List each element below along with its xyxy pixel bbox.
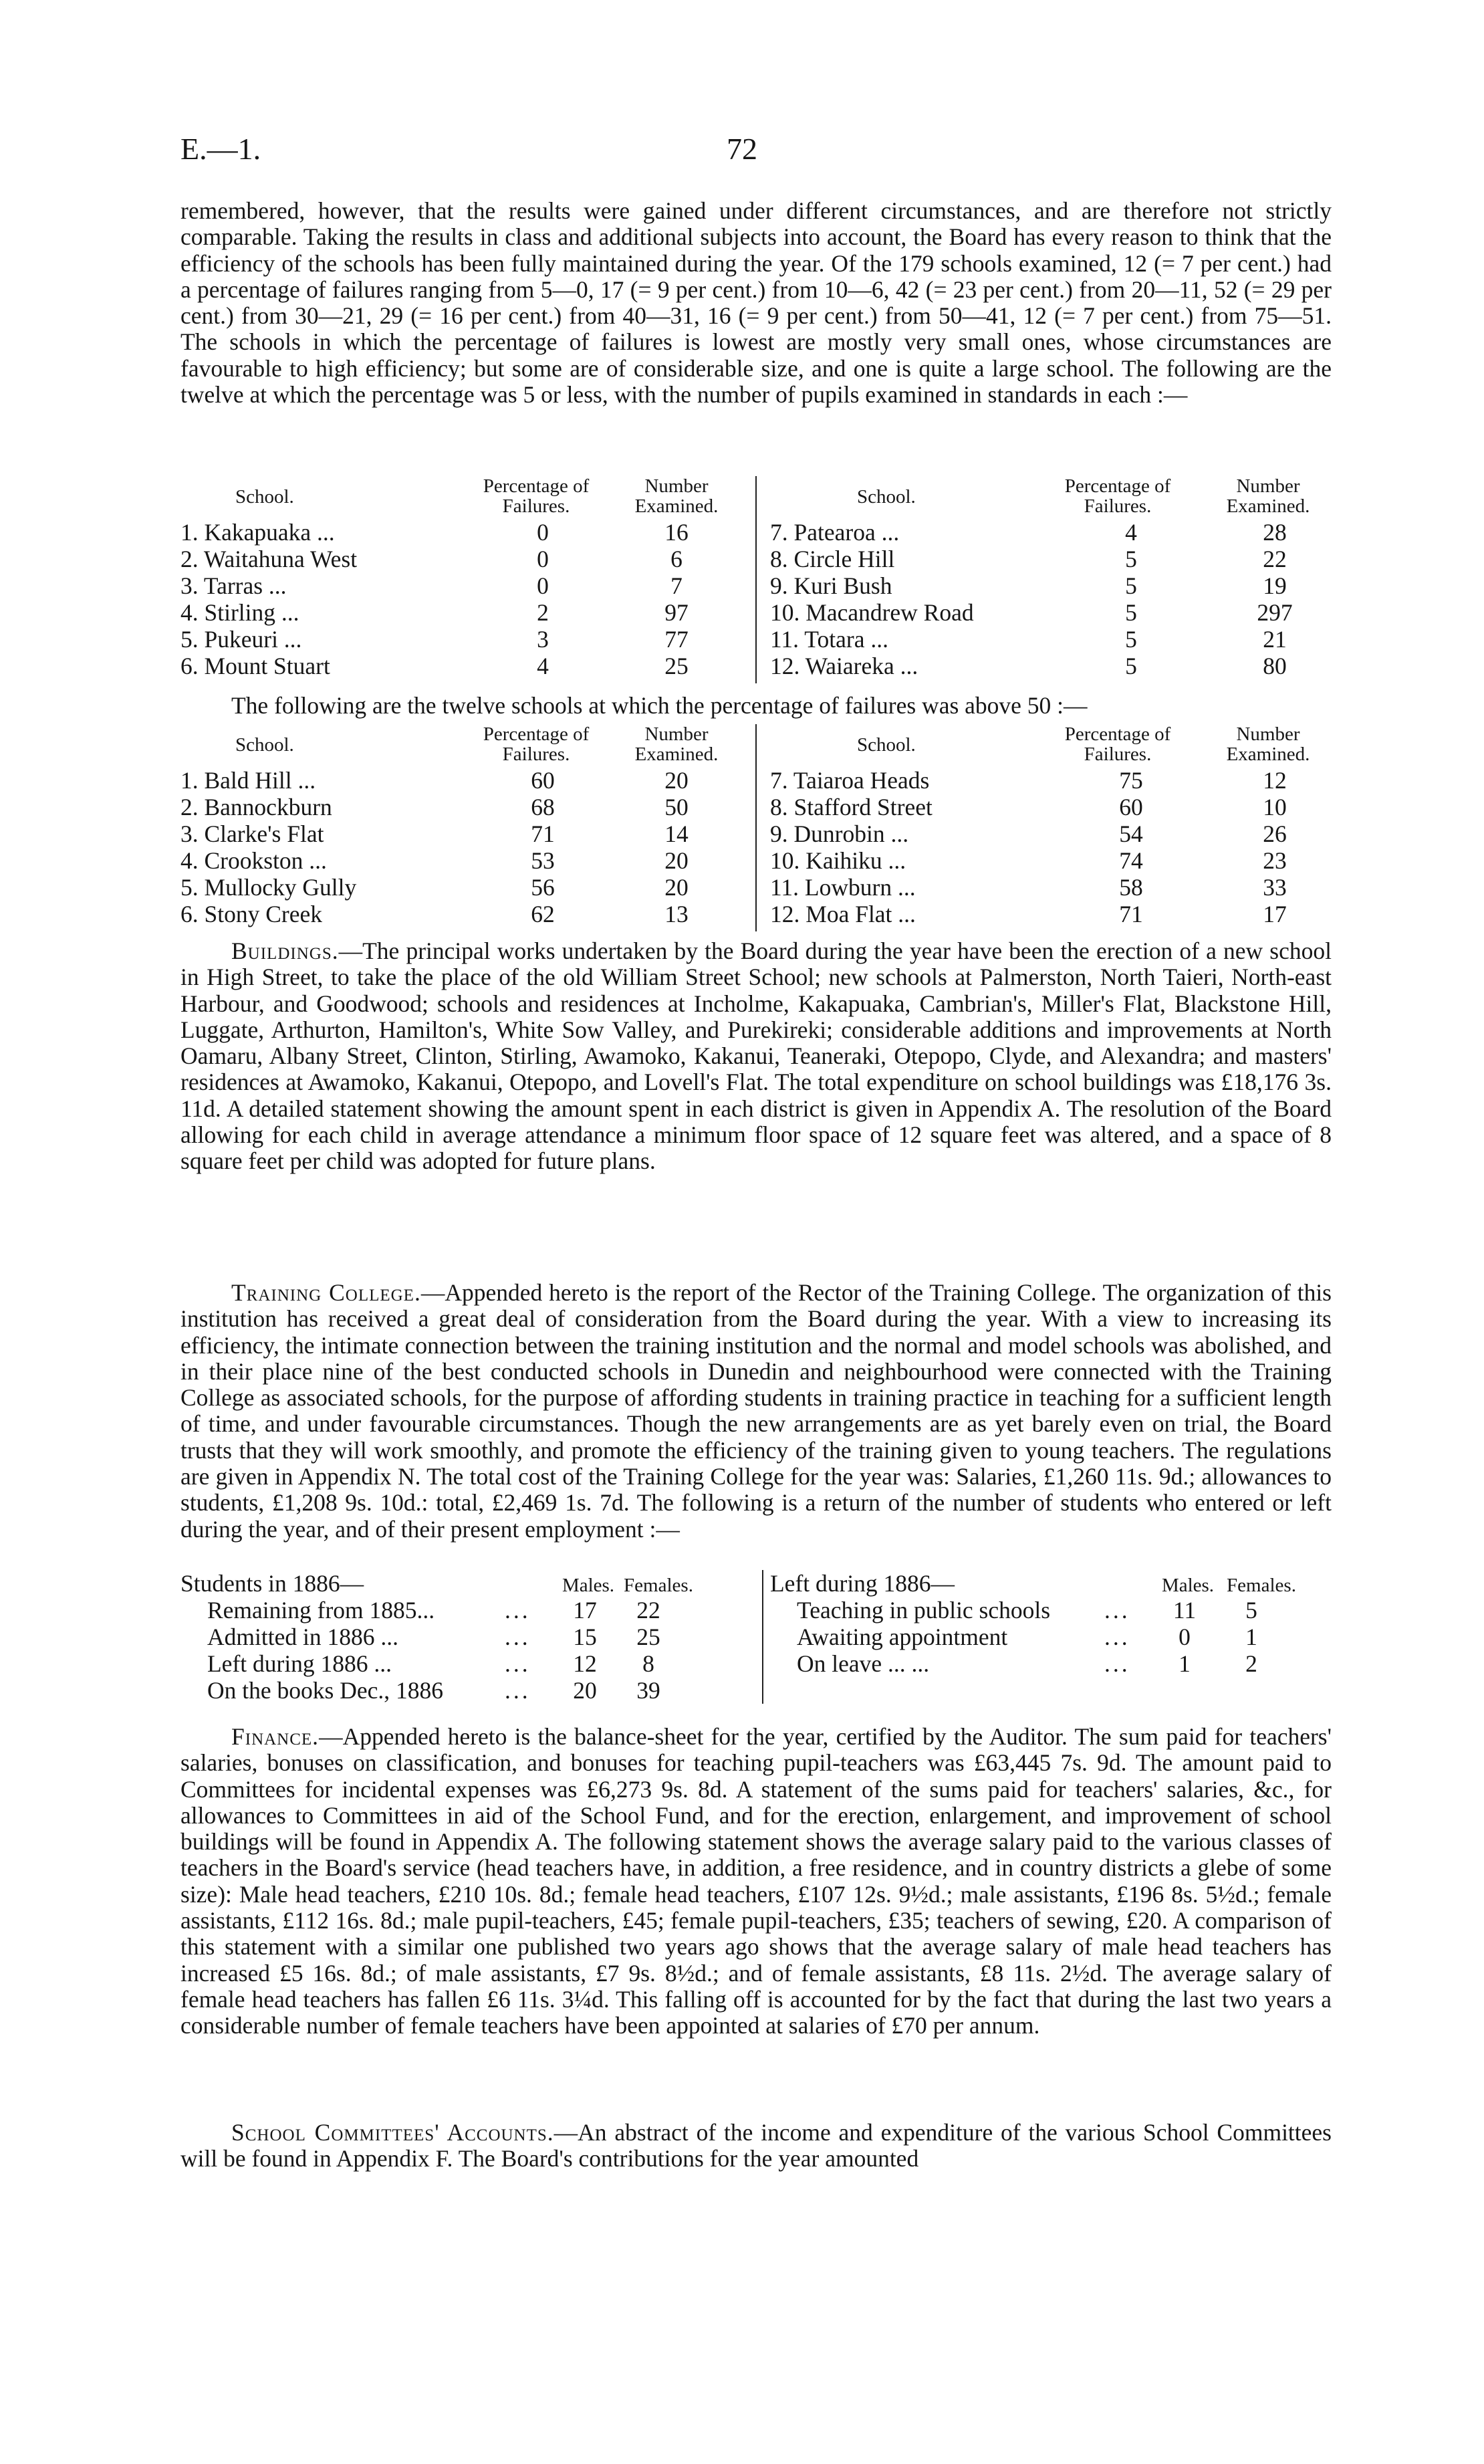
school-name: 6. Mount Stuart bbox=[180, 653, 330, 679]
table-row bbox=[757, 572, 1336, 599]
failure-percentage: 4 bbox=[537, 653, 549, 679]
number-examined: 16 bbox=[664, 519, 689, 546]
failure-percentage: 60 bbox=[1119, 794, 1143, 820]
females-header: Females. bbox=[624, 1575, 693, 1596]
number-examined: 25 bbox=[664, 653, 689, 679]
buildings-paragraph bbox=[180, 938, 1332, 1175]
table-row bbox=[175, 874, 754, 901]
number-examined: 10 bbox=[1263, 794, 1287, 820]
school-name: 1. Bald Hill ... bbox=[180, 767, 316, 794]
school-name: 9. Kuri Bush bbox=[770, 572, 892, 599]
students-row bbox=[180, 1623, 755, 1650]
students-row bbox=[763, 1597, 1338, 1623]
failure-percentage: 4 bbox=[1125, 519, 1137, 546]
number-examined: 7 bbox=[670, 572, 683, 599]
leader-dots: ... bbox=[505, 1677, 531, 1704]
students-row bbox=[180, 1597, 755, 1623]
table-row bbox=[175, 546, 754, 572]
percentage-header-line1: Percentage of bbox=[1064, 475, 1171, 497]
percentage-header-line1: Percentage of bbox=[483, 475, 590, 497]
females-count: 8 bbox=[642, 1650, 654, 1677]
students-row bbox=[763, 1623, 1338, 1650]
number-examined: 6 bbox=[670, 546, 683, 572]
school-name: 10. Macandrew Road bbox=[770, 599, 974, 626]
failure-percentage: 5 bbox=[1125, 653, 1137, 679]
students-row-label: Left during 1886 ... bbox=[207, 1650, 392, 1677]
males-header: Males. bbox=[1161, 1575, 1215, 1596]
school-name: 5. Pukeuri ... bbox=[180, 626, 302, 653]
table-row bbox=[757, 626, 1336, 653]
school-name: 5. Mullocky Gully bbox=[180, 874, 357, 901]
students-row bbox=[180, 1677, 755, 1704]
leader-dots: ... bbox=[505, 1623, 531, 1650]
number-examined: 77 bbox=[664, 626, 689, 653]
students-row-label: Remaining from 1885... bbox=[207, 1597, 435, 1623]
students-group-title: Left during 1886— bbox=[770, 1570, 955, 1597]
low-failures-table bbox=[175, 476, 1335, 683]
table-row bbox=[757, 874, 1336, 901]
school-column-header: School. bbox=[857, 486, 916, 508]
school-name: 11. Lowburn ... bbox=[770, 874, 916, 901]
failure-percentage: 74 bbox=[1119, 847, 1143, 874]
finance-paragraph bbox=[180, 1724, 1332, 2039]
leader-dots: ... bbox=[505, 1597, 531, 1623]
school-name: 11. Totara ... bbox=[770, 626, 888, 653]
table-row bbox=[757, 820, 1336, 847]
males-count: 0 bbox=[1179, 1623, 1191, 1650]
table-row bbox=[175, 653, 754, 679]
table-row bbox=[757, 599, 1336, 626]
school-name: 3. Tarras ... bbox=[180, 572, 287, 599]
table-right-half bbox=[755, 476, 1336, 683]
training-paragraph bbox=[180, 1280, 1332, 1543]
failure-percentage: 5 bbox=[1125, 599, 1137, 626]
buildings-heading: Buildings. bbox=[231, 937, 339, 964]
table-row bbox=[757, 794, 1336, 820]
number-examined: 50 bbox=[664, 794, 689, 820]
school-name: 12. Waiareka ... bbox=[770, 653, 918, 679]
table-row bbox=[175, 794, 754, 820]
males-count: 15 bbox=[573, 1623, 597, 1650]
failure-percentage: 53 bbox=[531, 847, 555, 874]
failure-percentage: 2 bbox=[537, 599, 549, 626]
table-row bbox=[175, 847, 754, 874]
school-name: 7. Patearoa ... bbox=[770, 519, 900, 546]
number-examined: 13 bbox=[664, 901, 689, 927]
number-examined: 33 bbox=[1263, 874, 1287, 901]
table-row bbox=[757, 847, 1336, 874]
number-examined: 20 bbox=[664, 847, 689, 874]
table-right-half bbox=[755, 724, 1336, 931]
table-row bbox=[175, 820, 754, 847]
percentage-header-line2: Failures. bbox=[1084, 495, 1152, 517]
high-failures-table bbox=[175, 724, 1335, 931]
number-header-line1: Number bbox=[1236, 723, 1300, 745]
school-column-header: School. bbox=[857, 734, 916, 756]
males-count: 17 bbox=[573, 1597, 597, 1623]
school-column-header: School. bbox=[235, 734, 294, 756]
school-name: 3. Clarke's Flat bbox=[180, 820, 324, 847]
students-table bbox=[180, 1570, 1340, 1704]
school-name: 10. Kaihiku ... bbox=[770, 847, 906, 874]
table-row bbox=[757, 767, 1336, 794]
failure-percentage: 60 bbox=[531, 767, 555, 794]
leader-dots: ... bbox=[1104, 1650, 1130, 1677]
females-count: 25 bbox=[636, 1623, 660, 1650]
percentage-header-line1: Percentage of bbox=[483, 723, 590, 745]
failure-percentage: 62 bbox=[531, 901, 555, 927]
failure-percentage: 0 bbox=[537, 572, 549, 599]
percentage-header-line2: Failures. bbox=[1084, 744, 1152, 765]
number-header-line2: Examined. bbox=[1226, 495, 1310, 517]
document-code: E.—1. bbox=[180, 132, 261, 166]
percentage-header-line1: Percentage of bbox=[1064, 723, 1171, 745]
failure-percentage: 0 bbox=[537, 519, 549, 546]
number-header-line1: Number bbox=[644, 475, 709, 497]
table-row bbox=[175, 519, 754, 546]
failure-percentage: 68 bbox=[531, 794, 555, 820]
table-row bbox=[757, 653, 1336, 679]
females-count: 5 bbox=[1245, 1597, 1257, 1623]
students-row bbox=[763, 1650, 1338, 1677]
school-name: 7. Taiaroa Heads bbox=[770, 767, 930, 794]
school-name: 12. Moa Flat ... bbox=[770, 901, 916, 927]
failure-percentage: 5 bbox=[1125, 546, 1137, 572]
number-examined: 17 bbox=[1263, 901, 1287, 927]
number-header-line2: Examined. bbox=[634, 744, 719, 765]
school-name: 4. Stirling ... bbox=[180, 599, 299, 626]
students-row bbox=[180, 1650, 755, 1677]
failure-percentage: 5 bbox=[1125, 572, 1137, 599]
number-examined: 26 bbox=[1263, 820, 1287, 847]
school-name: 2. Bannockburn bbox=[180, 794, 332, 820]
leader-dots: ... bbox=[1104, 1597, 1130, 1623]
table-row bbox=[757, 546, 1336, 572]
school-name: 8. Circle Hill bbox=[770, 546, 895, 572]
students-row-label: On leave ... ... bbox=[797, 1650, 930, 1677]
females-count: 2 bbox=[1245, 1650, 1257, 1677]
intro-paragraph: remembered, however, that the results were gained under different circumstances, and are therefore not strictly comparable. Taking the results in class and additional subjects into account, the Board has every reason to think that the efficiency of the schools has been fully maintained during the year. Of the 179 schools examined, 12 (= 7 per cent.) had a percentage of failures ranging from 5—0, 17 (= 9 per cent.) from 10—6, 42 (= 23 per cent.) from 20—11, 52 (= 29 per cent.) from 30—21, 29 (= 16 per cent.) from 40—31, 16 (= 9 per cent.) from 50—41, 12 (= 7 per cent.) from 75—51. The schools in which the percentage of failures is lowest are mostly very small ones, whose circumstances are favourable to high efficiency; but some are of considerable size, and one is quite a large school. The following are the twelve at which the percentage was 5 or less, with the number of pupils examined in standards in each :— bbox=[180, 197, 1332, 409]
number-examined: 20 bbox=[664, 874, 689, 901]
table-row bbox=[175, 767, 754, 794]
page-number: 72 bbox=[727, 132, 757, 166]
females-header: Females. bbox=[1227, 1575, 1296, 1596]
students-group-title: Students in 1886— bbox=[180, 1570, 364, 1597]
failure-percentage: 3 bbox=[537, 626, 549, 653]
committees-heading: School Committees' Accounts. bbox=[231, 2119, 554, 2146]
males-count: 1 bbox=[1179, 1650, 1191, 1677]
buildings-text: —The principal works undertaken by the Board during the year have been the erection of a new school in High Street, to take the place of the old William Street School; new schools at Palmerston, North Taieri, North-east Harbour, and Goodwood; schools and residences at Incholme, Kakapuaka, Cambrian's, Miller's Flat, Blackstone Hill, Luggate, Arthurton, Hamilton's, White Sow Valley, and Purekireki; considerable additions and improvements at North Oamaru, Albany Street, Clinton, Stirling, Awamoko, Kakanui, Teaneraki, Otepopo, Clyde, and Alexandra; and masters' residences at Awamoko, Kakanui, Otepopo, and Lovell's Flat. The total expenditure on school buildings was £18,176 3s. 11d. A detailed statement showing the amount spent in each district is given in Appendix A. The resolution of the Board allowing for each child in average attendance a minimum floor space of 12 square feet was altered, and a space of 8 square feet per child was adopted for future plans. bbox=[180, 937, 1332, 1175]
number-header-line1: Number bbox=[1236, 475, 1300, 497]
table-row bbox=[175, 572, 754, 599]
number-examined: 19 bbox=[1263, 572, 1287, 599]
school-name: 2. Waitahuna West bbox=[180, 546, 358, 572]
students-row-label: Awaiting appointment bbox=[797, 1623, 1008, 1650]
failure-percentage: 75 bbox=[1119, 767, 1143, 794]
number-examined: 297 bbox=[1257, 599, 1293, 626]
students-row-label: Teaching in public schools bbox=[797, 1597, 1051, 1623]
school-name: 4. Crookston ... bbox=[180, 847, 327, 874]
females-count: 22 bbox=[636, 1597, 660, 1623]
students-row-label: Admitted in 1886 ... bbox=[207, 1623, 398, 1650]
number-examined: 12 bbox=[1263, 767, 1287, 794]
training-text: —Appended hereto is the report of the Rector of the Training College. The organization of this institution has received a great deal of consideration from the Board during the year. With a view to increasing its efficiency, the intimate connection between the training institution and the normal and model schools was abolished, and in their place nine of the best conducted schools in Dunedin and neighbourhood were connected with the Training College as associated schools, for the purpose of affording students in training practice in teaching for a sufficient length of time, and under favourable circumstances. Though the new arrangements are as yet barely even on trial, the Board trusts that they will work smoothly, and promote the efficiency of the training given to young teachers. The regulations are given in Appendix N. The total cost of the Training College for the year was: Salaries, £1,260 11s. 9d.; allowances to students, £1,208 9s. 10d.: total, £2,469 1s. 7d. The following is a return of the number of students who entered or left during the year, and of their present employment :— bbox=[180, 1279, 1332, 1543]
school-name: 1. Kakapuaka ... bbox=[180, 519, 335, 546]
failure-percentage: 58 bbox=[1119, 874, 1143, 901]
table-row bbox=[757, 901, 1336, 927]
males-count: 11 bbox=[1172, 1597, 1197, 1623]
females-count: 1 bbox=[1245, 1623, 1257, 1650]
failure-percentage: 56 bbox=[531, 874, 555, 901]
training-heading: Training College. bbox=[231, 1279, 421, 1306]
school-column-header: School. bbox=[235, 486, 294, 508]
table-row bbox=[175, 901, 754, 927]
number-examined: 28 bbox=[1263, 519, 1287, 546]
table-row bbox=[175, 626, 754, 653]
students-right-column bbox=[762, 1570, 1348, 1704]
table-left-half bbox=[175, 724, 754, 931]
table-row bbox=[175, 599, 754, 626]
number-examined: 23 bbox=[1263, 847, 1287, 874]
finance-heading: Finance. bbox=[231, 1723, 320, 1750]
school-name: 9. Dunrobin ... bbox=[770, 820, 909, 847]
number-header-line2: Examined. bbox=[634, 495, 719, 517]
number-examined: 20 bbox=[664, 767, 689, 794]
failure-percentage: 54 bbox=[1119, 820, 1143, 847]
school-name: 6. Stony Creek bbox=[180, 901, 322, 927]
females-count: 39 bbox=[636, 1677, 660, 1704]
table2-intro: The following are the twelve schools at which the percentage of failures was above 50 :— bbox=[231, 692, 1088, 719]
finance-text: —Appended hereto is the balance-sheet for the year, certified by the Auditor. The sum paid for teachers' salaries, bonuses on classification, and bonuses for teaching pupil-teachers was £63,445 7s. 9d. The amount paid to Committees for incidental expenses was £6,273 9s. 8d. A statement of the sums paid for teachers' salaries, &c., for allowances to Committees in aid of the School Fund, and for the erection, enlargement, and improvement of school buildings will be found in Appendix A. The following statement shows the average salary paid to the various classes of teachers in the Board's service (head teachers have, in addition, a free residence, and in country districts a glebe of some size): Male head teachers, £210 10s. 8d.; female head teachers, £107 12s. 9½d.; male assistants, £196 8s. 5½d.; female assistants, £112 16s. 8d.; male pupil-teachers, £45; female pupil-teachers, £35; teachers of sewing, £20. A comparison of this statement with a similar one published two years ago shows that the average salary of male head teachers has increased £5 16s. 8d.; of male assistants, £7 9s. 8½d.; and of female assistants, £8 11s. 2½d. The average salary of female head teachers has fallen £6 11s. 3¼d. This falling off is accounted for by the fact that during the last two years a considerable number of female teachers have been appointed at salaries of £70 per annum. bbox=[180, 1723, 1332, 2039]
failure-percentage: 71 bbox=[1119, 901, 1143, 927]
percentage-header-line2: Failures. bbox=[502, 495, 570, 517]
number-header-line2: Examined. bbox=[1226, 744, 1310, 765]
number-examined: 97 bbox=[664, 599, 689, 626]
males-header: Males. bbox=[562, 1575, 615, 1596]
leader-dots: ... bbox=[1104, 1623, 1130, 1650]
table-row bbox=[757, 519, 1336, 546]
males-count: 12 bbox=[573, 1650, 597, 1677]
failure-percentage: 71 bbox=[531, 820, 555, 847]
failure-percentage: 0 bbox=[537, 546, 549, 572]
committees-text: —An abstract of the income and expenditure of the various School Committees will be found in Appendix F. The Board's contributions for the year amounted bbox=[180, 2119, 1332, 2172]
leader-dots: ... bbox=[505, 1650, 531, 1677]
number-examined: 80 bbox=[1263, 653, 1287, 679]
number-header-line1: Number bbox=[644, 723, 709, 745]
number-examined: 14 bbox=[664, 820, 689, 847]
failure-percentage: 5 bbox=[1125, 626, 1137, 653]
school-name: 8. Stafford Street bbox=[770, 794, 933, 820]
number-examined: 21 bbox=[1263, 626, 1287, 653]
percentage-header-line2: Failures. bbox=[502, 744, 570, 765]
males-count: 20 bbox=[573, 1677, 597, 1704]
students-left-column bbox=[180, 1570, 759, 1704]
table-left-half bbox=[175, 476, 754, 683]
committees-paragraph bbox=[180, 2120, 1332, 2172]
number-examined: 22 bbox=[1263, 546, 1287, 572]
students-row-label: On the books Dec., 1886 bbox=[207, 1677, 443, 1704]
